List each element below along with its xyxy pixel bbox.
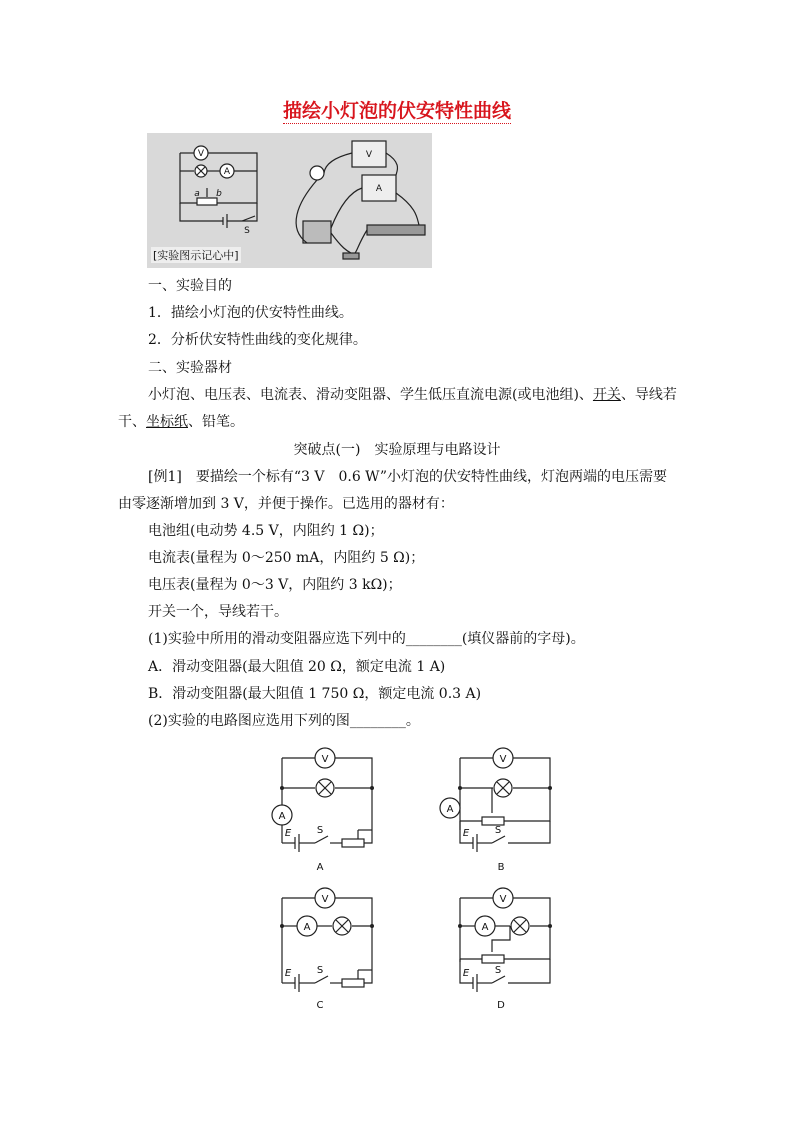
example-line-2: 由零逐渐增加到 3 V，并便于操作。已选用的器材有： — [118, 496, 454, 512]
item-battery: 电池组(电动势 4.5 V，内阻约 1 Ω)； — [148, 523, 384, 539]
switch-label: S — [244, 226, 250, 236]
item-ammeter: 电流表(量程为 0～250 mA，内阻约 5 Ω)； — [148, 550, 425, 566]
purpose-heading: 一、实验目的 — [148, 278, 232, 294]
terminal-a-label: a — [194, 189, 200, 199]
circuit-a-emf: E — [284, 828, 292, 839]
circuit-b-voltmeter: V — [499, 754, 507, 765]
experiment-illustration — [147, 133, 432, 268]
circuit-c-ammeter: A — [303, 922, 311, 933]
circuit-c-label: C — [316, 1000, 324, 1010]
circuit-b-ammeter: A — [446, 804, 454, 815]
option-a: A．滑动变阻器(最大阻值 20 Ω，额定电流 1 A) — [148, 659, 446, 675]
circuit-d-voltmeter: V — [499, 894, 507, 905]
circuit-c-emf: E — [284, 968, 292, 979]
photo-voltmeter-label: V — [365, 150, 373, 160]
circuit-a-ammeter: A — [278, 811, 286, 822]
circuit-c-voltmeter: V — [321, 894, 329, 905]
illustration-caption: [实验图示记心中] — [153, 249, 239, 262]
circuit-c-switch: S — [316, 965, 324, 976]
photo-ammeter-label: A — [375, 184, 383, 194]
option-b: B．滑动变阻器(最大阻值 1 750 Ω，额定电流 0.3 A) — [148, 686, 482, 702]
section-heading: 突破点(一) 实验原理与电路设计 — [293, 442, 501, 458]
circuit-b-emf: E — [462, 828, 470, 839]
purpose-item-2: 2．分析伏安特性曲线的变化规律。 — [148, 332, 367, 348]
circuit-d-emf: E — [462, 968, 470, 979]
equipment-line-1: 小灯泡、电压表、电流表、滑动变阻器、学生低压直流电源(或电池组)、开关、导线若 — [148, 387, 677, 403]
equipment-heading: 二、实验器材 — [148, 360, 232, 376]
equipment-line-2: 干、坐标纸、铅笔。 — [118, 414, 244, 430]
circuit-a-switch: S — [316, 825, 324, 836]
circuit-d-ammeter: A — [481, 922, 489, 933]
page-title: 描绘小灯泡的伏安特性曲线 — [282, 100, 511, 122]
item-voltmeter: 电压表(量程为 0～3 V，内阻约 3 kΩ)； — [148, 577, 402, 593]
circuit-diagrams — [270, 740, 570, 1010]
circuit-a-label: A — [316, 862, 324, 873]
question-1: (1)实验中所用的滑动变阻器应选下列中的________(填仪器前的字母)。 — [148, 631, 585, 647]
circuit-b-switch: S — [494, 825, 502, 836]
question-2: (2)实验的电路图应选用下列的图________。 — [148, 713, 420, 729]
circuit-b-label: B — [497, 862, 505, 873]
purpose-item-1: 1．描绘小灯泡的伏安特性曲线。 — [148, 305, 353, 321]
voltmeter-label: V — [197, 149, 205, 159]
item-switch: 开关一个，导线若干。 — [148, 604, 288, 620]
circuit-d-label: D — [497, 1000, 505, 1010]
example-line-1: [例1] 要描绘一个标有“3 V 0.6 W”小灯泡的伏安特性曲线，灯泡两端的电压需要 — [148, 469, 667, 485]
circuit-a-voltmeter: V — [321, 754, 329, 765]
ammeter-label: A — [223, 167, 231, 177]
circuit-d-switch: S — [494, 965, 502, 976]
terminal-b-label: b — [216, 189, 222, 199]
circuit-options — [270, 740, 570, 1010]
